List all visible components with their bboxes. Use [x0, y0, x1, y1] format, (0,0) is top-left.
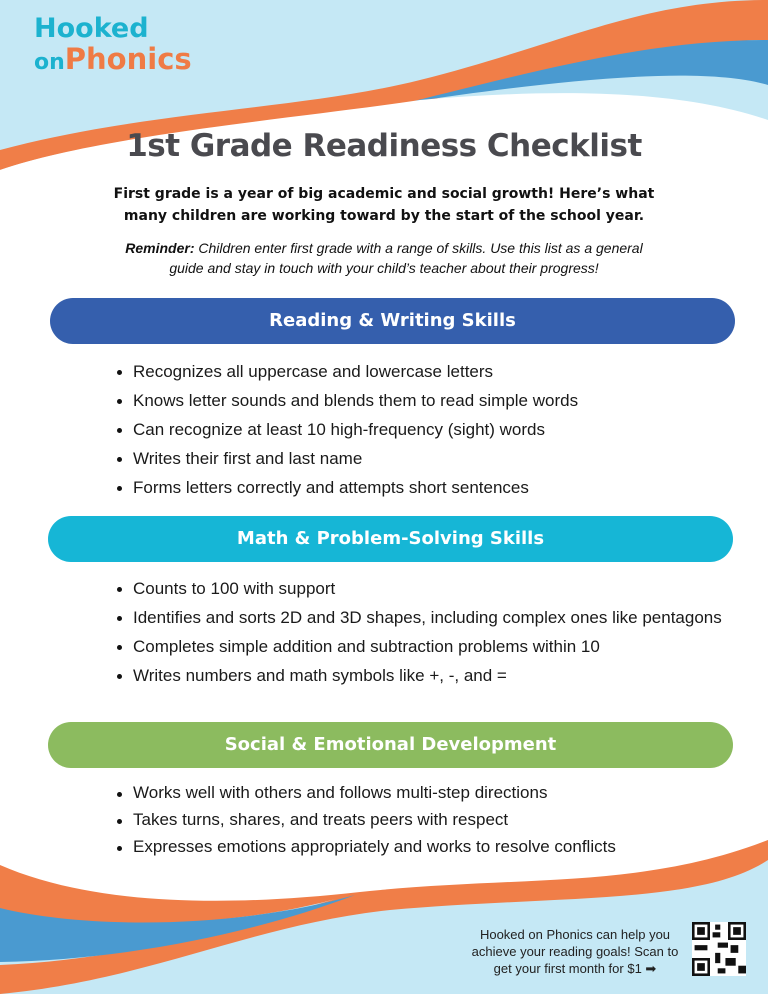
list-item: Recognizes all uppercase and lowercase letters	[133, 357, 578, 386]
list-item: Knows letter sounds and blends them to read simple words	[133, 386, 578, 415]
section-header-social: Social & Emotional Development	[48, 722, 733, 768]
section-header-reading: Reading & Writing Skills	[50, 298, 735, 344]
list-item: Forms letters correctly and attempts short sentences	[133, 473, 578, 502]
list-item: Counts to 100 with support	[133, 574, 722, 603]
list-item: Identifies and sorts 2D and 3D shapes, including complex ones like pentagons	[133, 603, 722, 632]
list-item: Writes their first and last name	[133, 444, 578, 473]
list-item: Completes simple addition and subtraction problems within 10	[133, 632, 722, 661]
page-title: 1st Grade Readiness Checklist	[126, 128, 642, 164]
reminder: Reminder: Children enter first grade with a range of skills. Use this list as a general guide and stay in touch with your child’s teacher about their progress!	[125, 240, 643, 276]
list-item: Writes numbers and math symbols like +, -, and =	[133, 661, 722, 690]
list-item: Can recognize at least 10 high-frequency (sight) words	[133, 415, 578, 444]
reading-list	[133, 357, 578, 502]
promo-text: Hooked on Phonics can help you achieve your reading goals! Scan to get your first month for $1 ➡	[471, 927, 679, 976]
list-item: Takes turns, shares, and treats peers with respect	[133, 806, 616, 833]
hooked-on-phonics-logo: Hooked onPhonics	[34, 13, 192, 76]
qr-code[interactable]	[692, 922, 746, 976]
subtitle: First grade is a year of big academic and social growth! Here’s what many children are working toward by the start of the school year.	[113, 186, 655, 224]
list-item: Expresses emotions appropriately and works to resolve conflicts	[133, 833, 616, 860]
math-list	[133, 574, 722, 690]
section-header-math: Math & Problem-Solving Skills	[48, 516, 733, 562]
list-item: Works well with others and follows multi-step directions	[133, 779, 616, 806]
